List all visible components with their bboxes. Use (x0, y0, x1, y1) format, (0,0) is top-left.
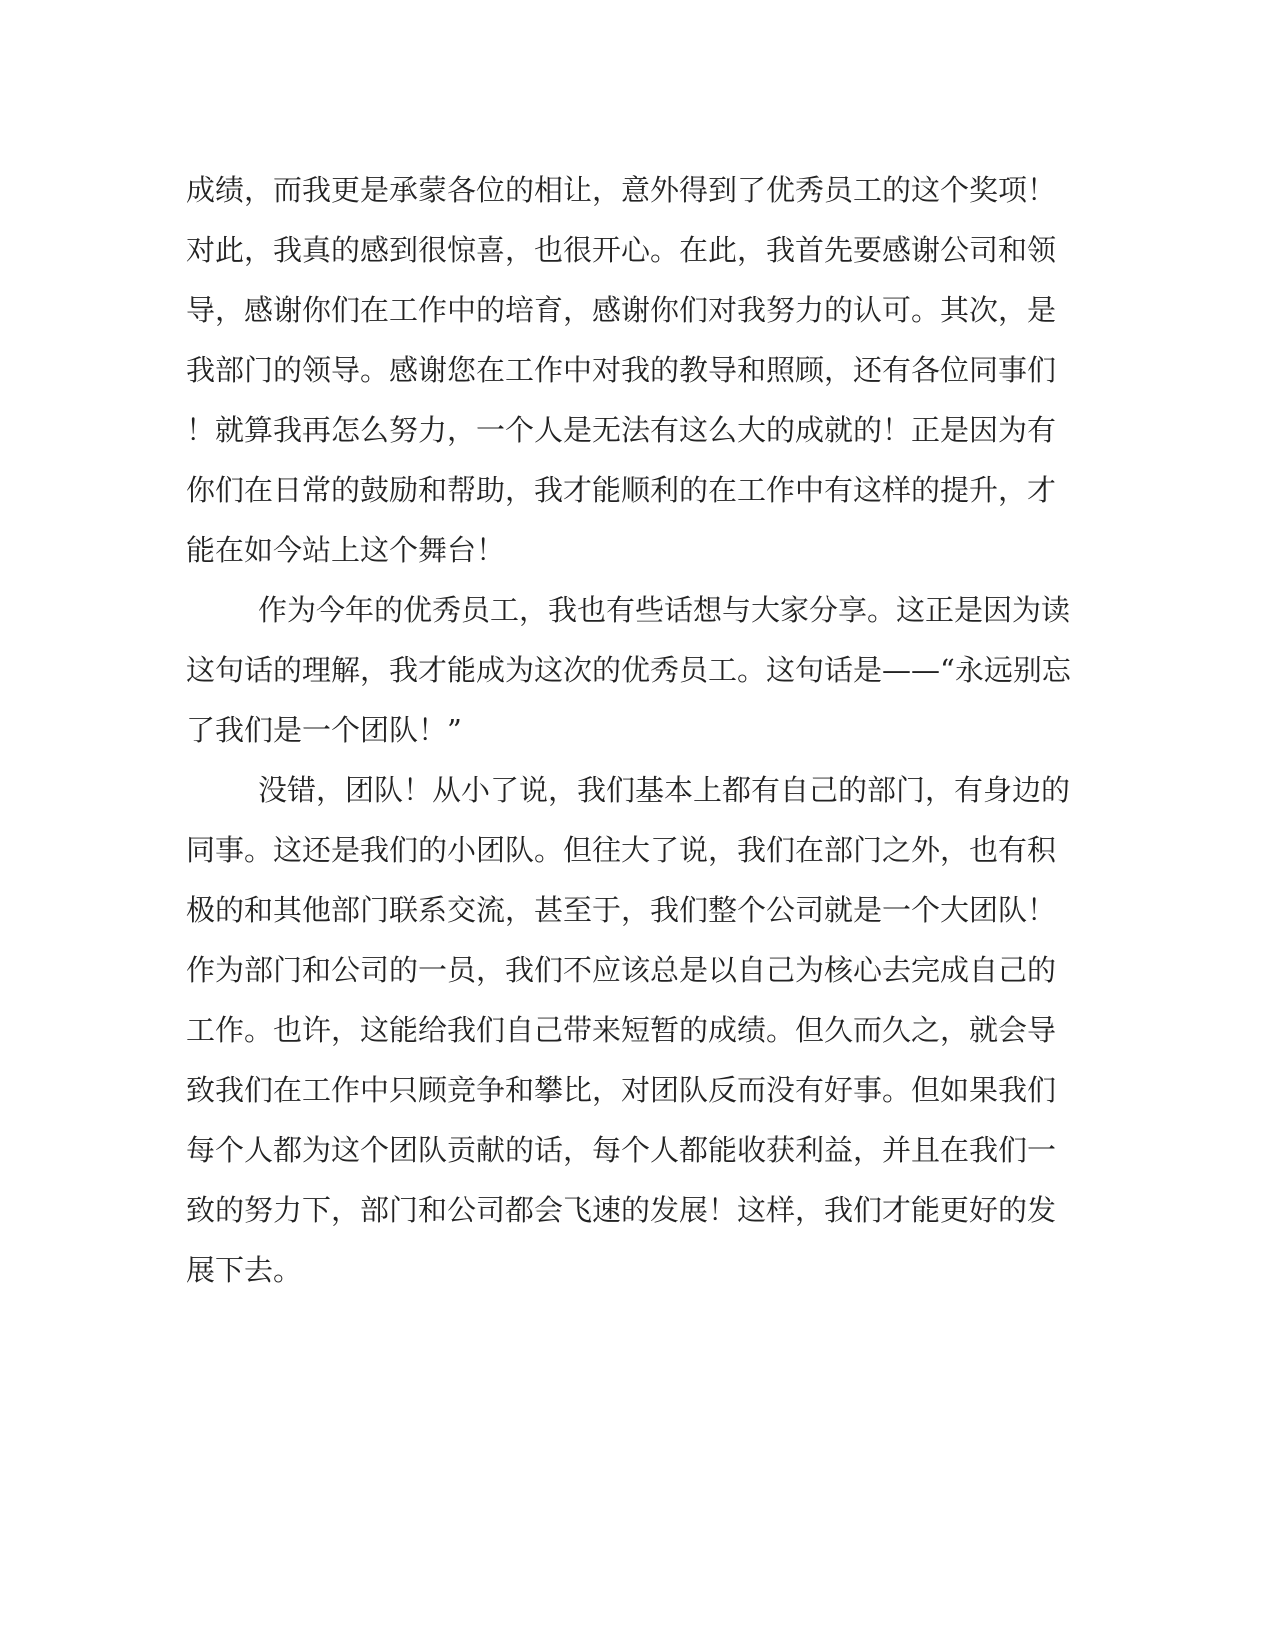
text-line: 我部门的领导。感谢您在工作中对我的教导和照顾，还有各位同事们 (186, 353, 1057, 387)
text-line: 同事。这还是我们的小团队。但往大了说，我们在部门之外，也有积 (186, 833, 1057, 867)
text-line: ！就算我再怎么努力，一个人是无法有这么大的成就的！正是因为有 (186, 413, 1057, 447)
text-line: 致的努力下，部门和公司都会飞速的发展！这样，我们才能更好的发 (186, 1193, 1057, 1227)
text-line: 展下去。 (186, 1253, 303, 1287)
paragraph-first-line: 作为今年的优秀员工，我也有些话想与大家分享。这正是因为读 (258, 593, 1071, 627)
text-line: 了我们是一个团队！” (186, 713, 462, 747)
text-line: 你们在日常的鼓励和帮助，我才能顺利的在工作中有这样的提升，才 (186, 473, 1057, 507)
document-body (186, 160, 1071, 1300)
text-line: 极的和其他部门联系交流，甚至于，我们整个公司就是一个大团队！ (186, 893, 1057, 927)
text-line: 导，感谢你们在工作中的培育，感谢你们对我努力的认可。其次，是 (186, 293, 1057, 327)
text-line: 这句话的理解，我才能成为这次的优秀员工。这句话是——“永远别忘 (186, 653, 1071, 687)
text-line: 作为部门和公司的一员，我们不应该总是以自己为核心去完成自己的 (186, 953, 1057, 987)
text-line: 能在如今站上这个舞台！ (186, 533, 506, 567)
text-line: 每个人都为这个团队贡献的话，每个人都能收获利益，并且在我们一 (186, 1133, 1057, 1167)
paragraph-first-line: 没错，团队！从小了说，我们基本上都有自己的部门，有身边的 (258, 773, 1071, 807)
text-line: 工作。也许，这能给我们自己带来短暂的成绩。但久而久之，就会导 (186, 1013, 1057, 1047)
text-line: 成绩，而我更是承蒙各位的相让，意外得到了优秀员工的这个奖项！ (186, 173, 1057, 207)
text-line: 致我们在工作中只顾竞争和攀比，对团队反而没有好事。但如果我们 (186, 1073, 1057, 1107)
text-line: 对此，我真的感到很惊喜，也很开心。在此，我首先要感谢公司和领 (186, 233, 1057, 267)
